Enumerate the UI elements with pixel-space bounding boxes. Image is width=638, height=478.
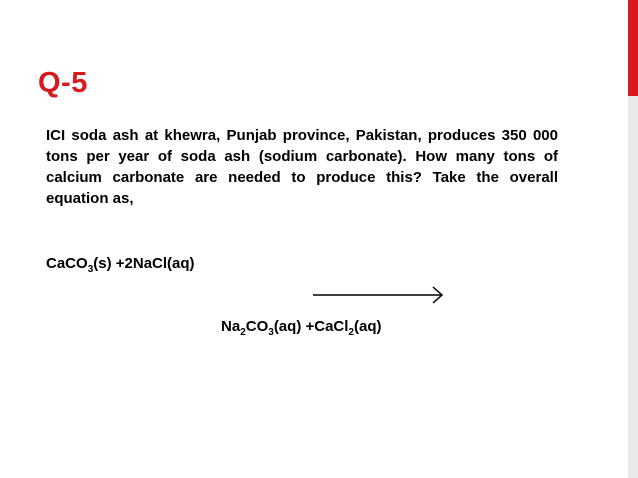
product-formula: +CaCl$_2$(aq) xyxy=(305,318,382,338)
question-text: ICI soda ash at khewra, Punjab province, Pakistan, produces 350 000 tons per year of soda ash (sodium carbonate). How many tons of calcium carbonate are needed to produce this? Take the overall equation as, xyxy=(46,127,558,207)
side-accent-bar xyxy=(628,0,638,478)
equation-reactants xyxy=(46,255,195,275)
reactant-formula: CaCO$_3$(s) xyxy=(46,255,112,275)
side-accent-red xyxy=(628,0,638,96)
equation-products xyxy=(221,318,382,338)
slide-title: Q-5 xyxy=(38,67,88,99)
product-formula: $Na_2CO_3(aq)$ xyxy=(221,318,302,338)
right-arrow-icon xyxy=(313,285,445,305)
reactant-formula: +2NaCl(aq) xyxy=(115,255,195,272)
